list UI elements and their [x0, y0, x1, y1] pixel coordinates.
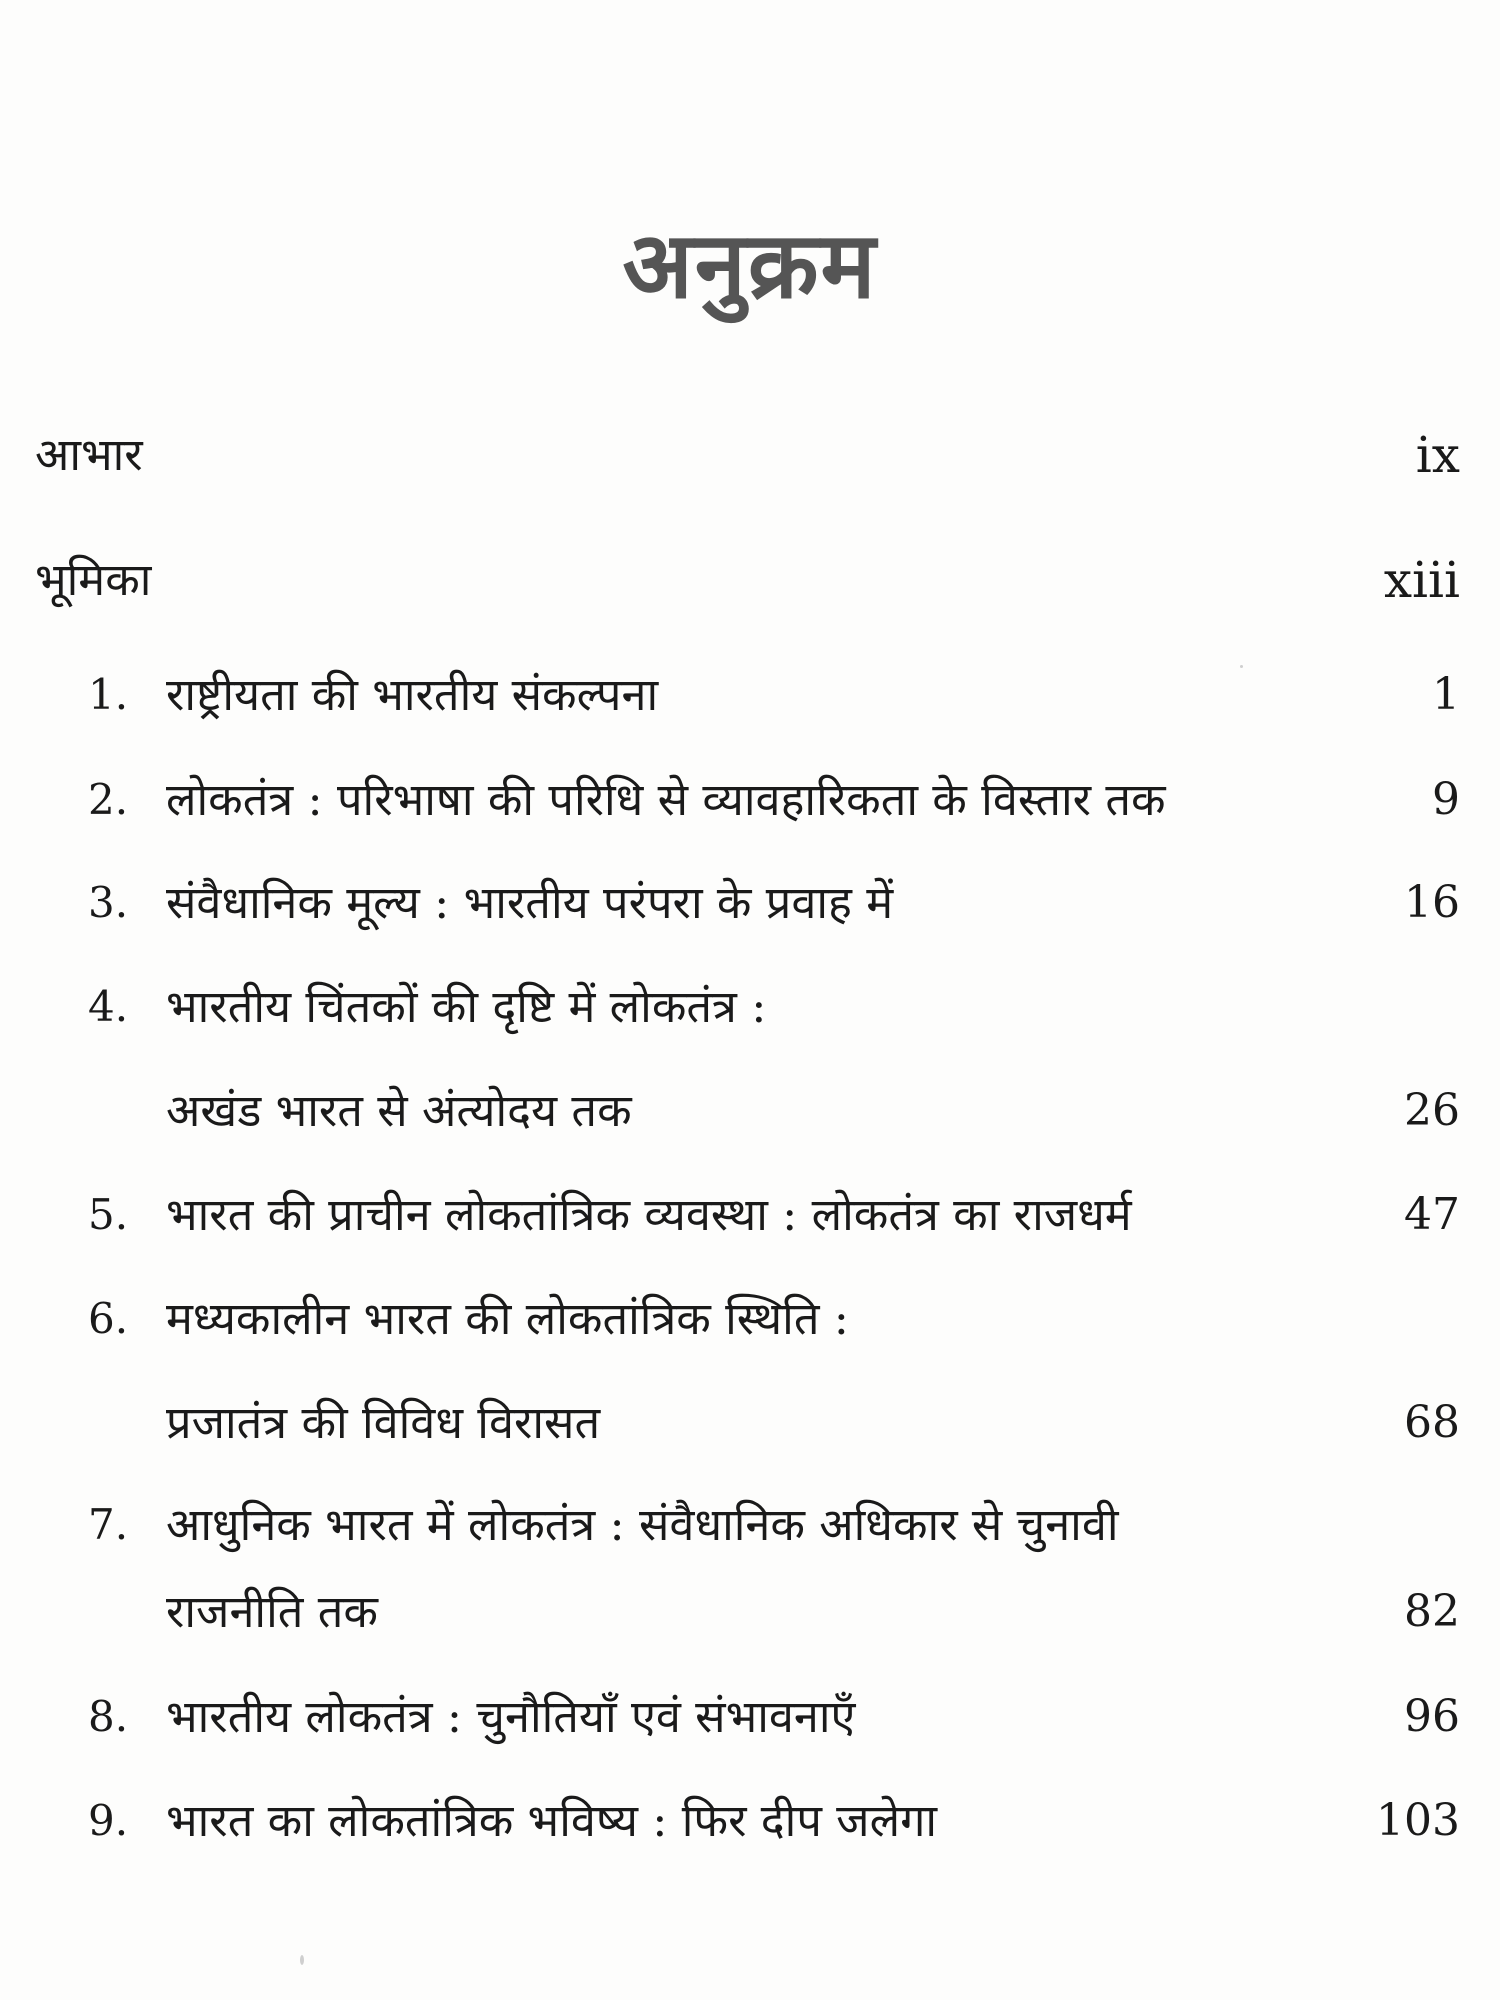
- toc-entry-introduction: [35, 545, 1460, 615]
- chapter-page: 1: [1432, 669, 1460, 720]
- toc-chapter-5: [88, 1180, 1460, 1250]
- toc-chapter-2: [88, 765, 1460, 835]
- chapter-title: संवैधानिक मूल्य : भारतीय परंपरा के प्रवाह में: [166, 876, 894, 929]
- toc-entry-text: आभार: [35, 428, 143, 481]
- chapter-number: 4.: [88, 982, 129, 1031]
- chapter-page: 16: [1404, 877, 1460, 928]
- chapter-title: लोकतंत्र : परिभाषा की परिधि से व्यावहारिकता के विस्तार तक: [166, 773, 1166, 826]
- toc-chapter-9: [88, 1786, 1460, 1856]
- chapter-page: 103: [1376, 1795, 1460, 1846]
- chapter-number: 3.: [88, 878, 129, 927]
- chapter-number: 6.: [88, 1294, 129, 1343]
- chapter-page: 82: [1404, 1586, 1460, 1637]
- chapter-title: भारत का लोकतांत्रिक भविष्य : फिर दीप जलेगा: [166, 1794, 938, 1847]
- toc-chapter-6-continued: [166, 1388, 1460, 1458]
- chapter-page: 68: [1404, 1397, 1460, 1448]
- chapter-number: 1.: [88, 670, 129, 719]
- page-title: अनुक्रम: [622, 211, 878, 319]
- chapter-title-continued: राजनीति तक: [166, 1585, 378, 1638]
- toc-entry-text: भूमिका: [35, 553, 152, 606]
- toc-chapter-4: [88, 972, 1460, 1042]
- chapter-title-continued: अखंड भारत से अंत्योदय तक: [166, 1084, 632, 1137]
- chapter-title: भारत की प्राचीन लोकतांत्रिक व्यवस्था : लोकतंत्र का राजधर्म: [166, 1188, 1132, 1241]
- chapter-page: 96: [1404, 1691, 1460, 1742]
- toc-entry-acknowledgement: [35, 420, 1460, 490]
- chapter-title: भारतीय चिंतकों की दृष्टि में लोकतंत्र :: [166, 980, 767, 1033]
- toc-chapter-8: [88, 1682, 1460, 1752]
- toc-chapter-6: [88, 1284, 1460, 1354]
- toc-chapter-3: [88, 868, 1460, 938]
- chapter-title-continued: प्रजातंत्र की विविध विरासत: [166, 1396, 601, 1449]
- toc-chapter-1: [88, 660, 1460, 730]
- toc-chapter-4-continued: [166, 1076, 1460, 1146]
- chapter-page: 9: [1432, 774, 1460, 825]
- chapter-title: भारतीय लोकतंत्र : चुनौतियाँ एवं संभावनाएँ: [166, 1690, 856, 1743]
- chapter-number: 7.: [88, 1500, 129, 1549]
- chapter-title: आधुनिक भारत में लोकतंत्र : संवैधानिक अधिकार से चुनावी: [166, 1498, 1119, 1551]
- chapter-number: 8.: [88, 1692, 129, 1741]
- chapter-number: 9.: [88, 1796, 129, 1845]
- toc-chapter-7-continued: [166, 1577, 1460, 1647]
- chapter-number: 5.: [88, 1190, 129, 1239]
- chapter-title: मध्यकालीन भारत की लोकतांत्रिक स्थिति :: [166, 1292, 849, 1345]
- paper-speck: [300, 1955, 304, 1965]
- chapter-page: 26: [1404, 1085, 1460, 1136]
- toc-chapter-7: [88, 1490, 1460, 1560]
- chapter-page: 47: [1404, 1189, 1460, 1240]
- chapter-number: 2.: [88, 775, 129, 824]
- chapter-title: राष्ट्रीयता की भारतीय संकल्पना: [166, 668, 659, 721]
- paper-speck: [1240, 665, 1243, 668]
- toc-entry-page: ix: [1415, 426, 1460, 484]
- toc-entry-page: xiii: [1383, 551, 1460, 609]
